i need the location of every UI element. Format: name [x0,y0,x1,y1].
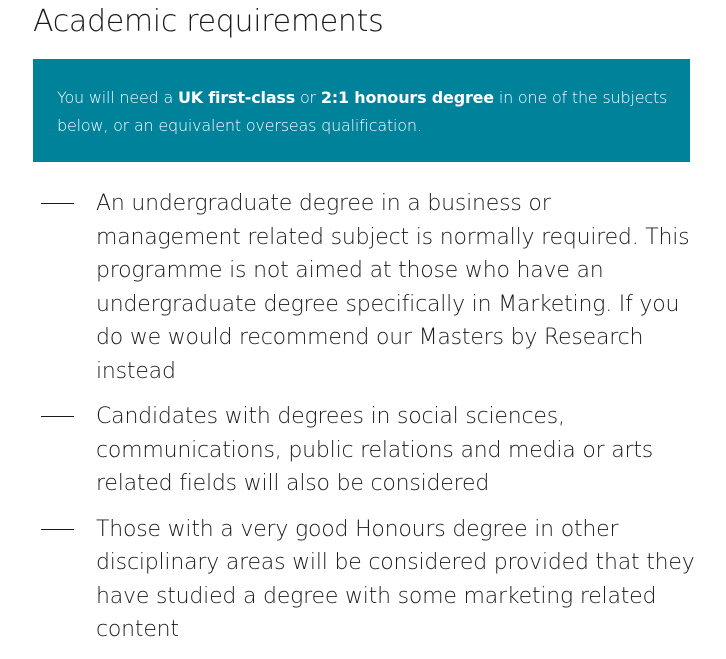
notice-bold-honours: 2:1 honours degree [320,88,494,107]
list-item [0,513,726,647]
list-item-text: Those with a very good Honours degree in other disciplinary areas will be considered provided that they have studied a degree with some marketing related content [96,516,695,642]
page-heading: Academic requirements [33,4,384,39]
dash-bullet-icon [41,416,74,417]
notice-text-2: or [295,88,321,107]
dash-bullet-icon [41,203,74,204]
requirements-list [0,187,726,659]
notice-text-3: in one of the subjects below, or an equivalent overseas qualification. [57,88,668,135]
list-item [0,187,726,388]
list-item-text: Candidates with degrees in social sciences, communications, public relations and media or arts related fields will also be considered [96,404,654,496]
requirement-notice [33,59,690,162]
dash-bullet-icon [41,529,74,530]
notice-text-1: You will need a [57,88,178,107]
list-item-text: An undergraduate degree in a business or management related subject is normally required. This programme is not aimed at those who have an undergraduate degree specifically in Marketing. If you do we would recommend our Masters by Research instead [96,191,690,384]
list-item [0,400,726,501]
notice-bold-first-class: UK first-class [177,88,296,107]
